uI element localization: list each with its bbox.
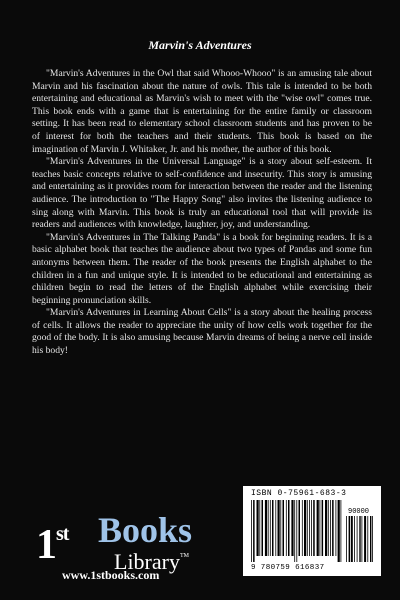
barcode-bar	[336, 500, 337, 556]
barcode-bar	[265, 500, 267, 556]
barcode-bar	[307, 500, 308, 556]
description-paragraph-universal-language: "Marvin's Adventures in the Universal Language" is a story about self-esteem. It teaches basic concepts relative to self-confidence and insecurity. This story is amusing and entertaining as it provides room for interaction between the reader and the listening audience. The introduction to "The Happy Song" also invites the listening audience to sing along with Marvin. This book is truly an educational tool that will provide its readers and audiences with knowledge, laughter, joy, and understanding.	[32, 156, 372, 231]
barcode-panel	[243, 486, 381, 576]
barcode-bar	[268, 500, 269, 556]
barcode-bar	[320, 500, 321, 556]
publisher-logo	[36, 510, 206, 574]
logo-books: Books	[98, 510, 193, 550]
barcode-bar	[270, 500, 271, 556]
description-paragraph-owl: "Marvin's Adventures in the Owl that said Whooo-Whooo" is an amusing tale about Marvin and his fascination about the nature of owls. This tale is intended to be both entertaining and educational as Marvin's wish to meet with the "wise owl" comes true. This book ends with a game that is entertaining for the entire family or classroom setting. It has been read to elementary school classroom students and has proven to be of interest for both the teachers and their students. This book is based on the imagination of Marvin J. Whitaker, Jr. and his mother, the author of this book.	[32, 68, 372, 155]
barcode-bar	[304, 500, 306, 556]
logo-number-text: 1	[36, 522, 56, 568]
barcode-addon-bar	[370, 516, 371, 562]
barcode-bar	[296, 500, 297, 562]
barcode-addon-bar	[346, 516, 347, 562]
barcode-bar	[259, 500, 260, 556]
logo-superscript: st	[56, 523, 69, 545]
barcode-bar	[278, 500, 280, 556]
barcode-bar	[332, 500, 334, 556]
barcode-bar	[283, 500, 285, 556]
barcode-bar	[286, 500, 287, 556]
barcode-bar	[299, 500, 301, 556]
barcode-addon-bar	[367, 516, 368, 562]
barcode-bar	[309, 500, 310, 556]
barcode-bar	[330, 500, 331, 556]
barcode-bar	[257, 500, 259, 556]
barcode-bar	[288, 500, 290, 556]
barcode-addon-bar	[351, 516, 353, 562]
barcode-bar	[338, 500, 340, 562]
barcode-bar	[275, 500, 276, 556]
barcode-addon-bar	[362, 516, 363, 562]
barcode-bar	[253, 500, 255, 562]
barcode-bar	[272, 500, 274, 556]
book-description	[32, 68, 372, 358]
book-title: Marvin's Adventures	[148, 38, 252, 52]
barcode-addon-bar	[372, 516, 373, 562]
barcode-bar	[311, 500, 312, 556]
barcode-bar	[291, 500, 293, 556]
barcode-addon-bar	[359, 516, 360, 562]
barcode-bar	[262, 500, 264, 556]
barcode-bar	[341, 500, 342, 562]
barcode-addon-bar	[354, 516, 355, 562]
barcode-bar	[302, 500, 303, 556]
logo-number	[36, 510, 68, 569]
barcode-bar	[328, 500, 329, 556]
price-code: 90000	[348, 508, 370, 516]
logo-library-text: Library	[114, 549, 180, 574]
barcode-addon-bar	[357, 516, 358, 562]
isbn-label: ISBN 0-75961-683-3	[251, 489, 347, 498]
barcode-bar	[313, 500, 315, 556]
barcode-bar	[322, 500, 324, 556]
description-paragraph-cells: "Marvin's Adventures in Learning About Cells" is a story about the healing process of cells. It allows the reader to appreciate the unity of how cells work together for the good of the body. It is also amusing because Marvin dreams of being a nerve cell inside his body!	[32, 307, 372, 357]
barcode-bar	[325, 500, 327, 556]
barcode-addon-bar	[364, 516, 366, 562]
barcode-bar	[251, 500, 252, 562]
barcode-digits: 9 780759 616837	[251, 564, 325, 572]
barcode-bar	[317, 500, 319, 556]
barcode-bar	[280, 500, 281, 556]
publisher-website: www.1stbooks.com	[62, 568, 160, 582]
barcode-bar	[294, 500, 295, 562]
description-paragraph-talking-panda: "Marvin's Adventures in The Talking Panda" is a book for beginning readers. It is a basic alphabet book that teaches the audience about two types of Pandas and some fun antonyms between them. The reader of the book presents the English alphabet to the children in a fun and unique style. It is intended to be educational and entertaining as children begin to read the letters of the English alphabet while exercising their beginning pronunciation skills.	[32, 231, 372, 306]
barcode-addon-bar	[349, 516, 350, 562]
logo-trademark: TM	[179, 553, 189, 559]
